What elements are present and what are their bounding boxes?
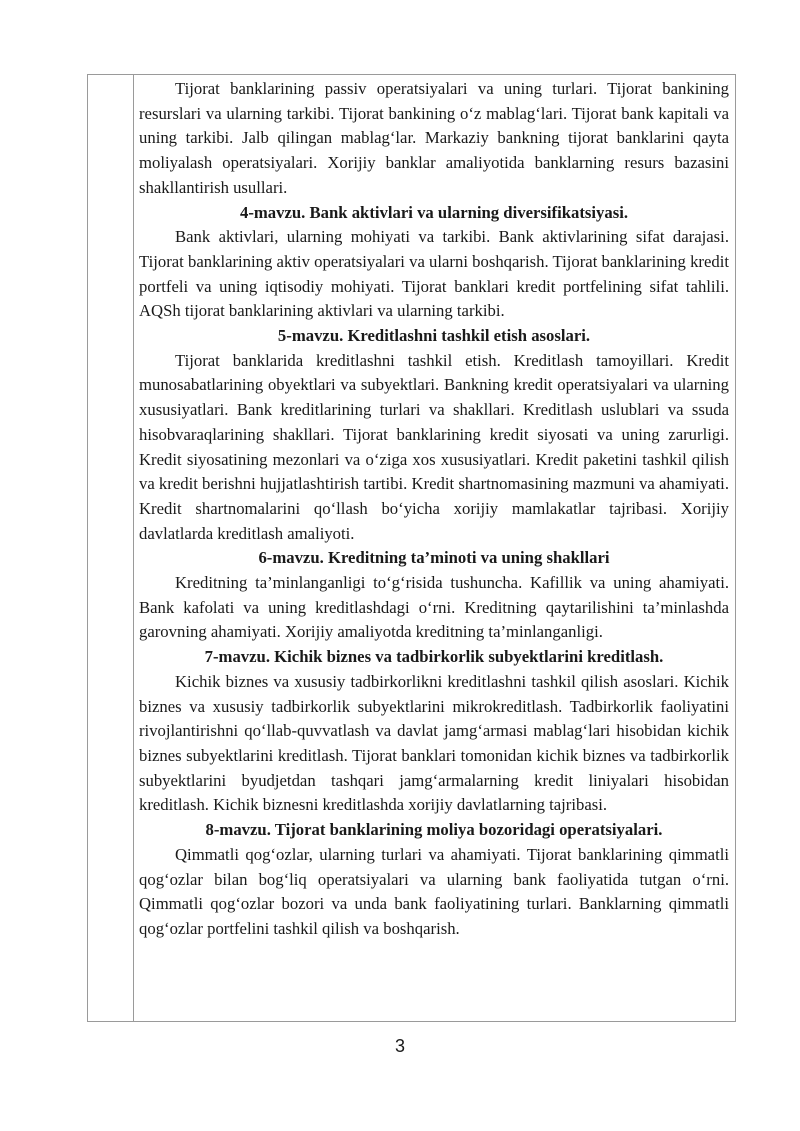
topic-4-heading: 4-mavzu. Bank aktivlari va ularning diversifikatsiyasi. <box>239 202 629 222</box>
topic-7-heading: 7-mavzu. Kichik biznes va tadbirkorlik subyektlarini kreditlash. <box>204 647 664 667</box>
topic-5-heading: 5-mavzu. Kreditlashni tashkil etish asoslari. <box>277 326 591 346</box>
table-content-column <box>139 77 729 942</box>
page-number: 3 <box>394 1036 405 1056</box>
topic-7-body: Kichik biznes va xususiy tadbirkorlikni kreditlashni tashkil qilish asoslari. Kichik biznes va xususiy tadbirkorlik subyektlarini mikrokreditlash. Tadbirkorlik faoliyatini rivojlantirishni qo‘llab-quvvatlash va davlat jamg‘armasi mablag‘lari hisobidan kichik biznes subyektlarini kreditlash. Tijorat banklari tomonidan kichik biznes va tadbirkorlik subyektlarini byudjetdan tashqari jamg‘armalarning kredit liniyalari hisobidan kreditlash. Kichik biznesni kreditlashda xorijiy davlatlarning tajribasi. <box>139 671 729 815</box>
table-left-column <box>88 75 134 1021</box>
topic-5-body: Tijorat banklarida kreditlashni tashkil etish. Kreditlash tamoyillari. Kredit munosabatlarining obyektlari va subyektlari. Bankning kredit operatsiyalari va ularning xususiyatlari. Bank kreditlarining turlari va shakllari. Kreditlash uslublari va ssuda hisobvaraqlarining shakllari. Tijorat banklarining kredit siyosati va uning zarurligi. Kredit siyosatining mezonlari va o‘ziga xos xususiyatlari. Kredit paketini tashkil qilish va kredit berishni hujjatlashtirish tartibi. Kredit shartnomasining mazmuni va ahamiyati. Kredit shartnomalarini qo‘llash bo‘yicha xorijiy mamlakatlar tajribasi. Xorijiy davlatlarda kreditlash amaliyoti. <box>139 350 729 543</box>
topic-3-body: Tijorat banklarining passiv operatsiyalari va uning turlari. Tijorat bankining resurslari va ularning tarkibi. Tijorat bankining o‘z mablag‘lari. Tijorat bank kapitali va uning tarkibi. Jalb qilingan mablag‘lar. Markaziy bankning tijorat banklarini qayta moliyalash operatsiyalari. Xorijiy banklar amaliyotida banklarning resurs bazasini shakllantirish usullari. <box>139 79 729 197</box>
topic-8-heading: 8-mavzu. Tijorat banklarining moliya bozoridagi operatsiyalari. <box>205 820 663 840</box>
topic-6-body: Kreditning ta’minlanganligi to‘g‘risida tushuncha. Kafillik va uning ahamiyati. Bank kafolati va uning kreditlashdagi o‘rni. Kreditning qaytarilishini ta’minlashda garovning ahamiyati. Xorijiy amaliyotda kreditning ta’minlanganligi. <box>139 573 729 642</box>
topic-6-heading: 6-mavzu. Kreditning ta’minoti va uning shakllari <box>258 548 610 568</box>
syllabus-table <box>87 74 736 1022</box>
topic-8-body: Qimmatli qog‘ozlar, ularning turlari va ahamiyati. Tijorat banklarining qimmatli qog‘ozlar bilan bog‘liq operatsiyalari va ularning bank faoliyatida tutgan o‘rni. Qimmatli qog‘ozlar bozori va unda bank faoliyatining turlari. Banklarning qimmatli qog‘ozlar portfelini tashkil qilish va boshqarish. <box>139 844 729 938</box>
topic-4-body: Bank aktivlari, ularning mohiyati va tarkibi. Bank aktivlarining sifat darajasi. Tijorat banklarining aktiv operatsiyalari va ularni boshqarish. Tijorat banklarining kredit portfeli va uning iqtisodiy mohiyati. Tijorat banklari kredit portfelining sifat tahlili. AQSh tijorat banklarining aktivlari va ularning tarkibi. <box>139 227 729 321</box>
